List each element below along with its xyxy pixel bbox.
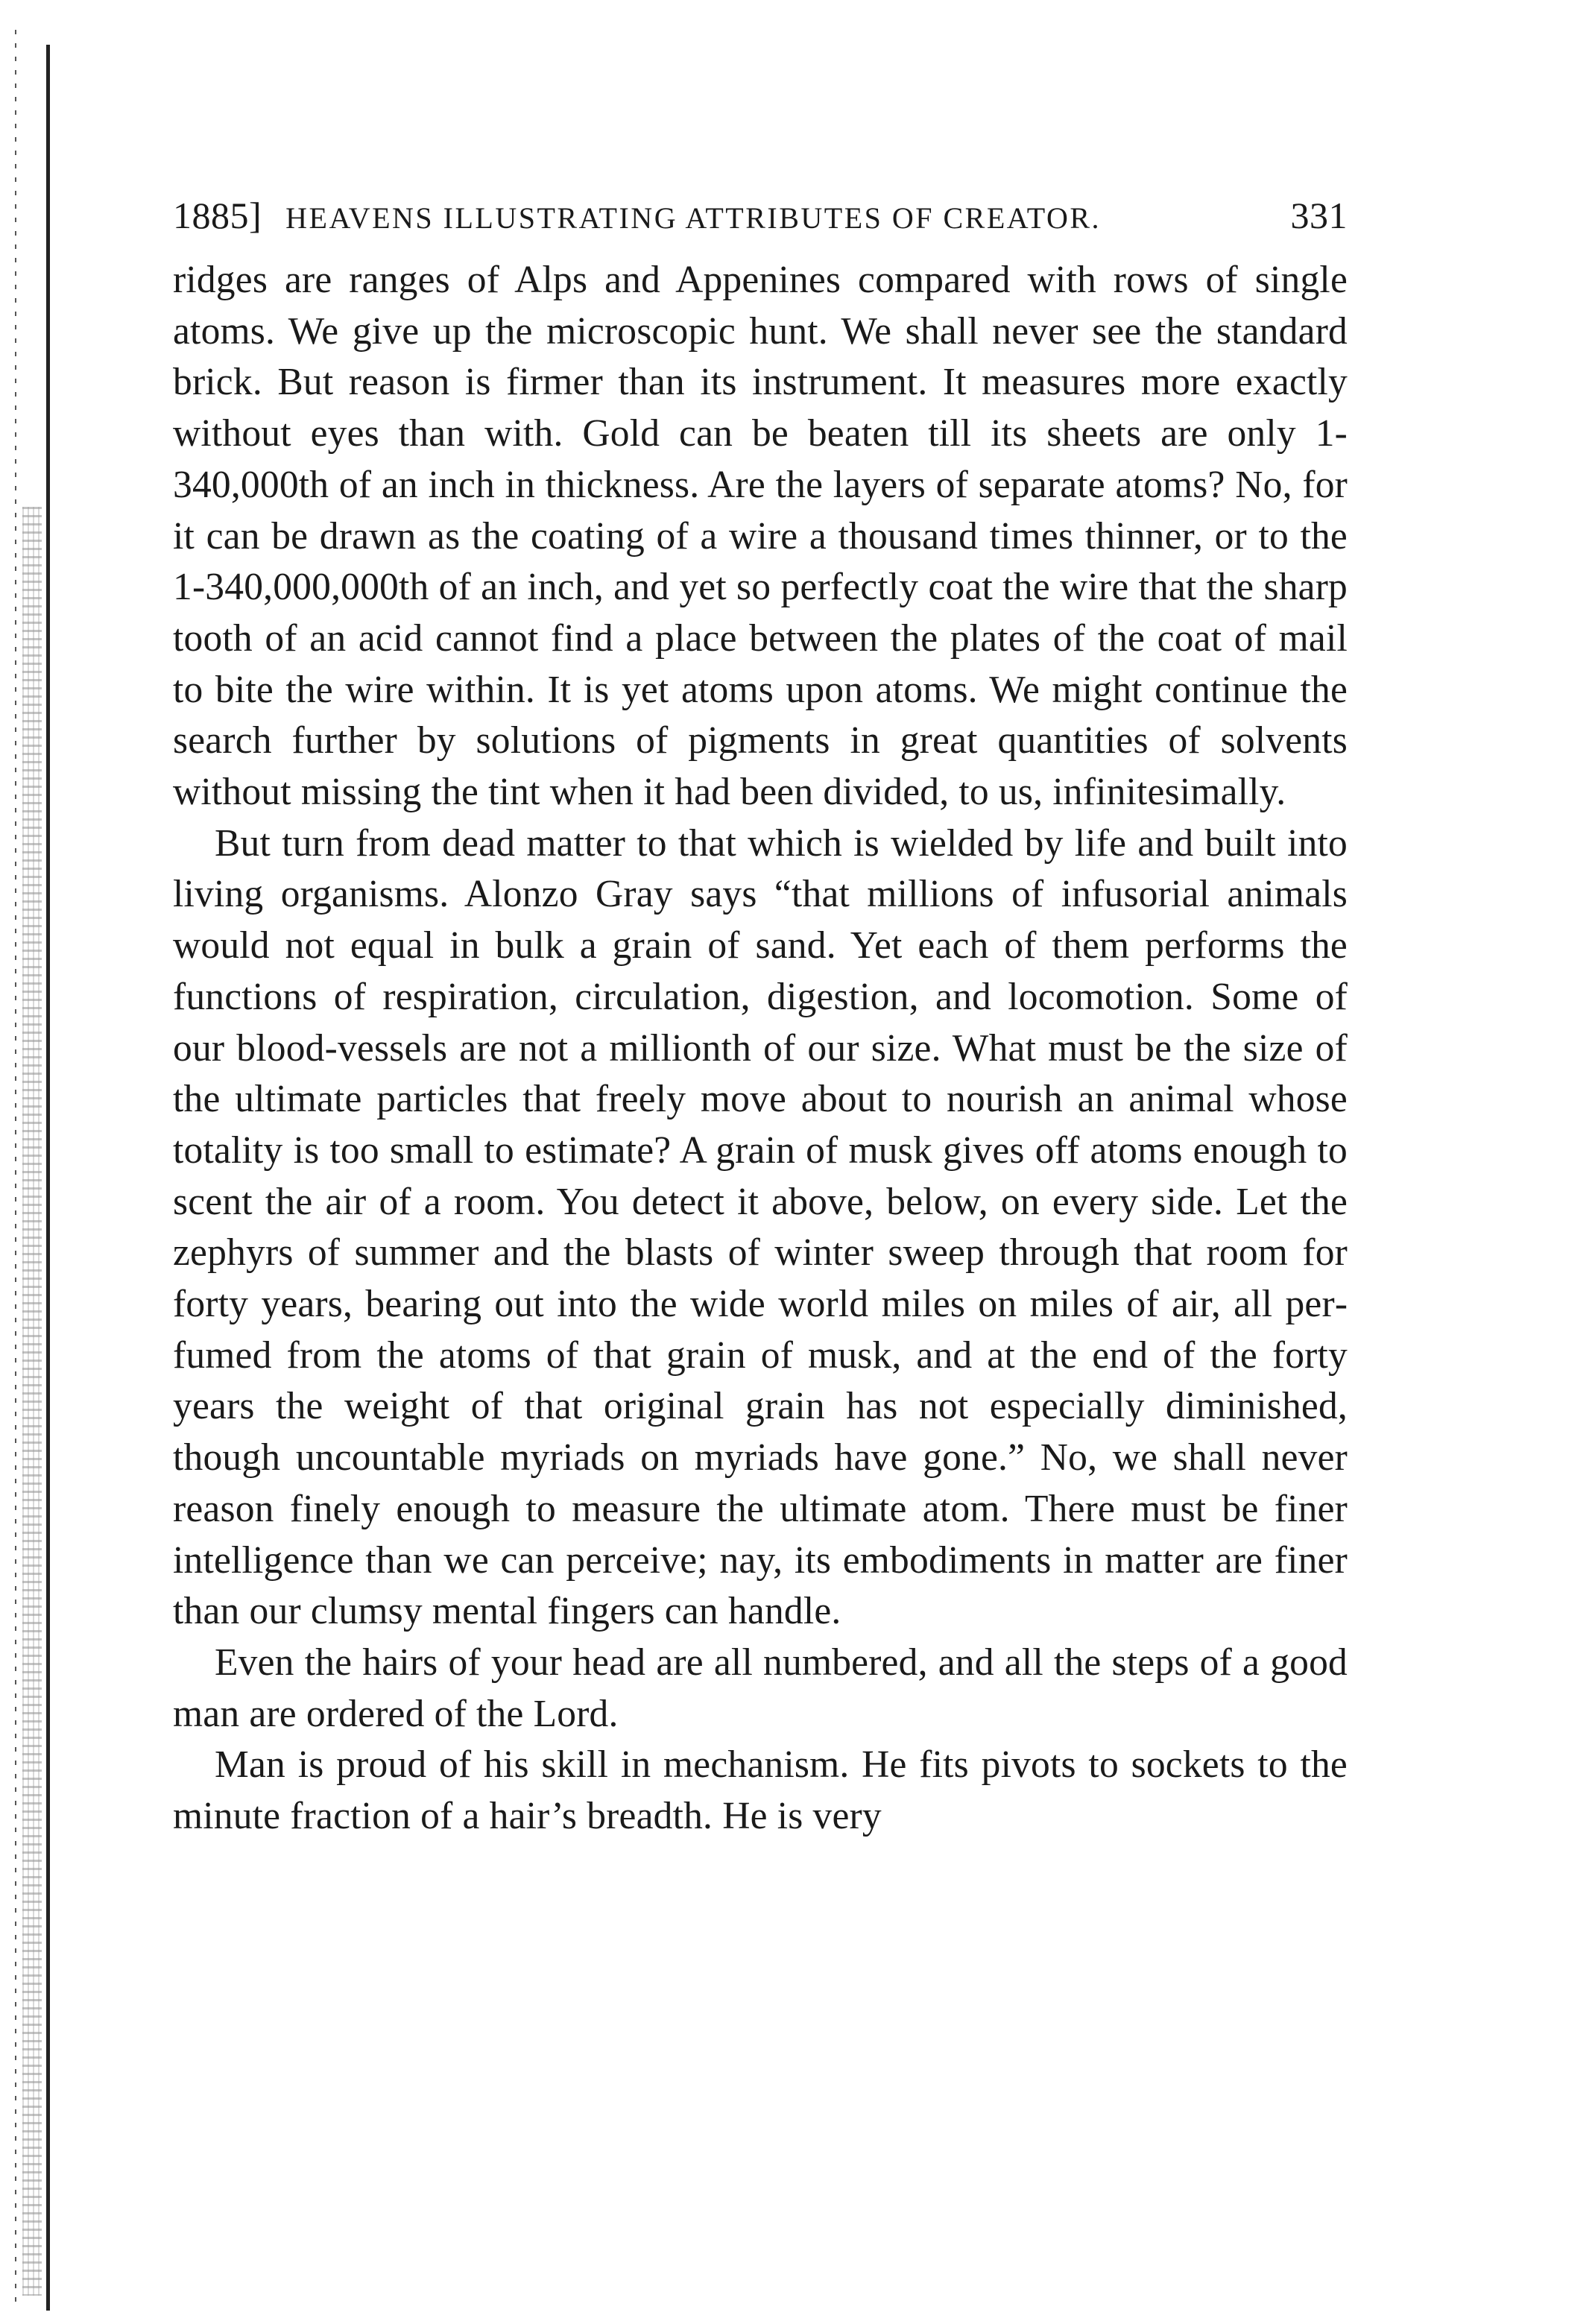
binding-edge [46,45,50,2311]
gutter-specks [22,507,42,2296]
book-page [173,194,1348,1843]
page-number: 331 [1290,195,1348,236]
binding-edge-dotted [15,30,16,2311]
paragraph-1: ridges are ranges of Alps and Appenines compared with rows of single atoms. We give up the microscopic hunt. We shall never see the standard brick. But reason is firmer than its instrument. It measures more exactly without eyes than with. Gold can be beaten till its sheets are only 1-340,000th of an inch in thickness. Are the layers of separate atoms? No, for it can be drawn as the coating of a wire a thousand times thinner, or to the 1-340,000,000th of an inch, and yet so perfectly coat the wire that the sharp tooth of an acid cannot find a place between the plates of the coat of mail to bite the wire within. It is yet atoms upon atoms. We might continue the search further by solutions of pigments in great quantities of solvents without missing the tint when it had been divided, to us, infinitesimally. [173,259,1348,814]
paragraph-2: But turn from dead matter to that which is wielded by life and built into living organisms. Alonzo Gray says “that millions of infusorial animals would not equal in bulk a grain of sand. Yet each of them performs the functions of respiration, circulation, digestion, and locomotion. Some of our blood-vessels are not a millionth of our size. What must be the size of the ultimate particles that freely move about to nourish an animal whose totality is too small to estimate? A grain of musk gives off atoms enough to scent the air of a room. You detect it above, below, on every side. Let the zephyrs of summer and the blasts of winter sweep through that room for forty years, bearing out into the wide world miles on miles of air, all perfumed from the atoms of that grain of musk, and at the end of the forty years the weight of that original grain has not especially diminished, though uncountable myriads on myriads have gone.” No, we shall never reason finely enough to measure the ultimate atom. There must be finer intelligence than we can perceive; nay, its embodiments in matter are finer than our clumsy mental fingers can handle. [173,821,1348,1633]
paragraph-3: Even the hairs of your head are all numbered, and all the steps of a good man are ordered of the Lord. [173,1641,1348,1735]
running-head [173,194,1348,253]
running-head-title: HEAVENS ILLUSTRATING ATTRIBUTES OF CREATOR. [285,201,1102,235]
body-text [173,255,1348,1843]
running-head-year: 1885] [173,195,262,236]
paragraph-4: Man is proud of his skill in mechanism. He fits pivots to sockets to the minute fraction of a hair’s breadth. He is very [173,1743,1348,1838]
